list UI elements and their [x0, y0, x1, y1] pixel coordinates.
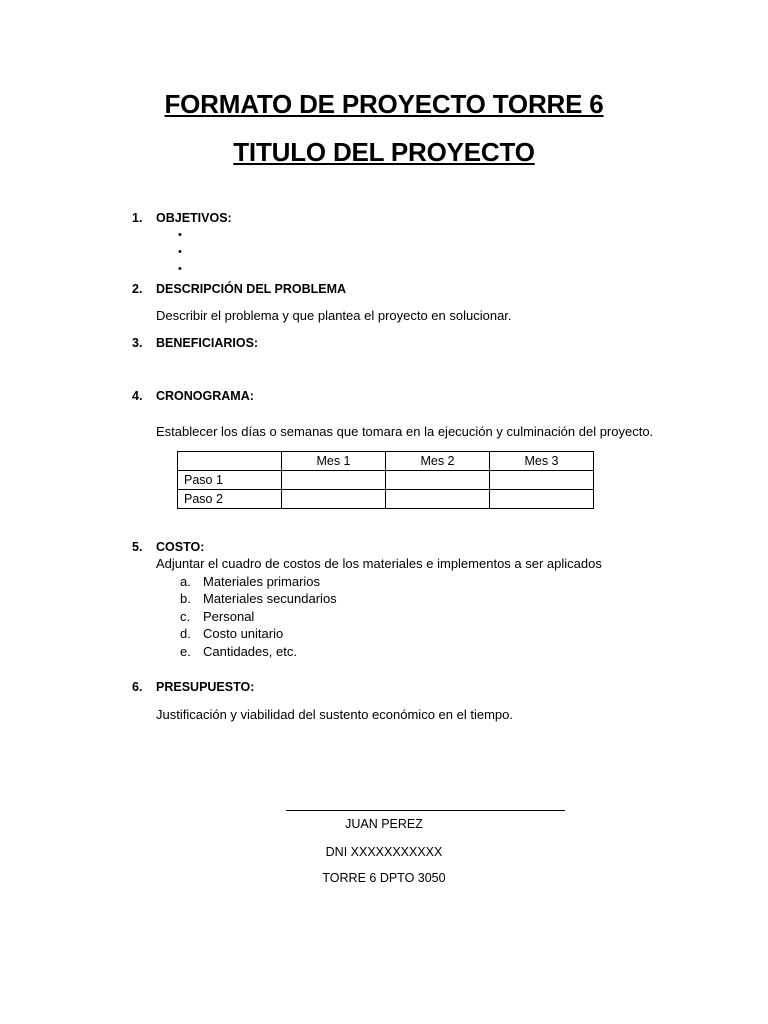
descripcion-heading: DESCRIPCIÓN DEL PROBLEMA — [156, 282, 347, 296]
table-header-cell — [178, 452, 282, 471]
table-cell — [386, 471, 490, 490]
list-item: Materiales primarios — [203, 574, 321, 589]
signature-name: JUAN PEREZ — [345, 817, 423, 831]
beneficiarios-heading: BENEFICIARIOS: — [156, 336, 259, 350]
signature-dni: DNI XXXXXXXXXXX — [325, 845, 443, 859]
table-cell: Paso 1 — [178, 471, 282, 490]
list-item-letter: a. — [180, 574, 191, 589]
costo-heading: COSTO: — [156, 540, 205, 554]
descripcion-text: Describir el problema y que plantea el proyecto en solucionar. — [156, 308, 512, 323]
table-header-cell: Mes 1 — [282, 452, 386, 471]
list-item-letter: d. — [180, 626, 191, 641]
list-item: Materiales secundarios — [203, 591, 337, 606]
bullet-item: • — [178, 229, 182, 241]
list-item-letter: b. — [180, 591, 191, 606]
section-number: 2. — [132, 282, 143, 296]
list-item-letter: c. — [180, 609, 191, 624]
table-cell: Paso 2 — [178, 490, 282, 509]
section-number: 6. — [132, 680, 143, 694]
table-header-row — [178, 452, 594, 471]
signature-address: TORRE 6 DPTO 3050 — [322, 871, 446, 885]
section-number: 5. — [132, 540, 143, 554]
bullet-item: • — [178, 246, 182, 258]
list-item-letter: e. — [180, 644, 191, 659]
signature-line — [286, 810, 565, 811]
table-header-cell: Mes 3 — [490, 452, 594, 471]
cronograma-text: Establecer los días o semanas que tomara en la ejecución y culminación del proyecto. — [156, 424, 654, 439]
project-title: TITULO DEL PROYECTO — [233, 137, 535, 167]
section-number: 4. — [132, 389, 143, 403]
objetivos-heading: OBJETIVOS: — [156, 211, 232, 225]
presupuesto-heading: PRESUPUESTO: — [156, 680, 255, 694]
bullet-item: • — [178, 263, 182, 275]
table-cell — [282, 490, 386, 509]
cronograma-table — [177, 451, 594, 509]
list-item: Personal — [203, 609, 255, 624]
table-cell — [386, 490, 490, 509]
table-row — [178, 471, 594, 490]
section-number: 3. — [132, 336, 143, 350]
table-cell — [490, 490, 594, 509]
list-item: Cantidades, etc. — [203, 644, 297, 659]
table-header-cell: Mes 2 — [386, 452, 490, 471]
section-number: 1. — [132, 211, 143, 225]
list-item: Costo unitario — [203, 626, 284, 641]
costo-text: Adjuntar el cuadro de costos de los materiales e implementos a ser aplicados — [156, 556, 602, 571]
document-title: FORMATO DE PROYECTO TORRE 6 — [164, 89, 604, 119]
table-cell — [490, 471, 594, 490]
cronograma-heading: CRONOGRAMA: — [156, 389, 254, 403]
table-row — [178, 490, 594, 509]
presupuesto-text: Justificación y viabilidad del sustento económico en el tiempo. — [156, 707, 513, 722]
table-cell — [282, 471, 386, 490]
